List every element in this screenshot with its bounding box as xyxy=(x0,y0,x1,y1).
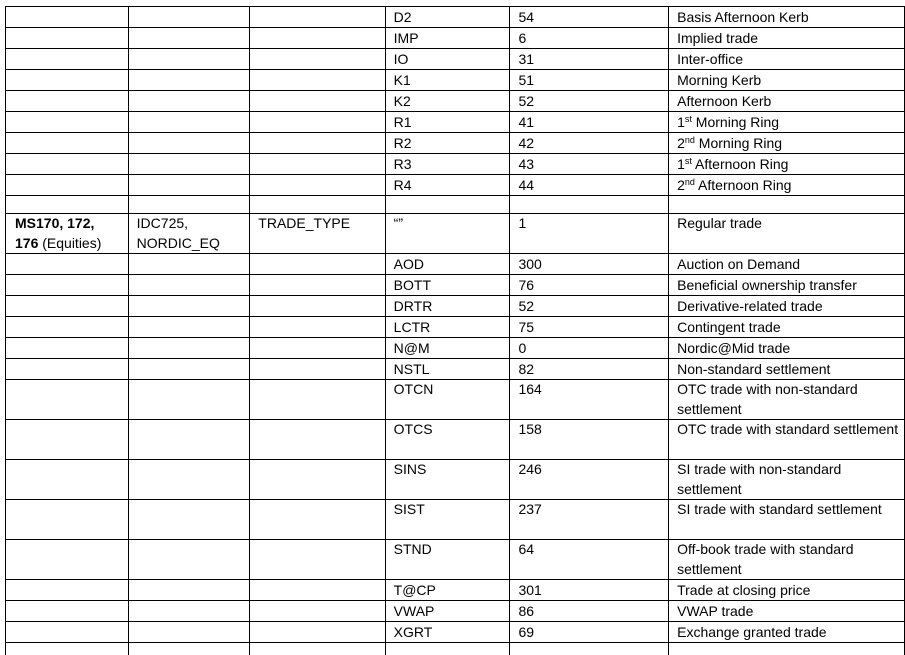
value-cell xyxy=(510,28,669,49)
numeric-value: 76 xyxy=(518,277,535,293)
trade-type-table xyxy=(5,6,905,655)
empty-cell xyxy=(6,154,129,175)
code-cell xyxy=(385,275,510,296)
description-text: VWAP trade xyxy=(677,603,754,619)
empty-cell xyxy=(669,643,905,655)
value-cell xyxy=(510,380,669,420)
empty-cell xyxy=(6,133,129,154)
empty-cell xyxy=(250,296,385,317)
table-row xyxy=(6,500,905,540)
numeric-value: 237 xyxy=(518,501,542,517)
empty-cell xyxy=(250,317,385,338)
empty-cell xyxy=(128,254,250,275)
value-cell xyxy=(510,359,669,380)
code-cell xyxy=(385,154,510,175)
empty-cell xyxy=(250,49,385,70)
description-cell xyxy=(669,420,905,460)
empty-cell xyxy=(250,420,385,460)
empty-cell xyxy=(250,359,385,380)
empty-cell xyxy=(250,500,385,540)
value-cell xyxy=(510,580,669,601)
code-value: K2 xyxy=(393,93,411,109)
empty-cell xyxy=(250,154,385,175)
description-text: Basis Afternoon Kerb xyxy=(677,9,809,25)
numeric-value: 51 xyxy=(518,72,535,88)
code-cell xyxy=(385,7,510,28)
empty-cell xyxy=(250,622,385,643)
description-cell xyxy=(669,28,905,49)
description-text: Non-standard settlement xyxy=(677,361,831,377)
description-text: OTC trade with non-standard settlement xyxy=(677,381,858,417)
description-cell xyxy=(669,154,905,175)
value-cell xyxy=(510,338,669,359)
description-text: Implied trade xyxy=(677,30,759,46)
numeric-value: 164 xyxy=(518,381,542,397)
code-value: R1 xyxy=(393,114,412,130)
description-text: Nordic@Mid trade xyxy=(677,340,791,356)
value-cell xyxy=(510,49,669,70)
empty-cell xyxy=(128,622,250,643)
empty-cell xyxy=(6,500,129,540)
idc-cell xyxy=(128,214,250,254)
empty-cell xyxy=(510,643,669,655)
code-value: SIST xyxy=(393,501,425,517)
empty-cell xyxy=(6,70,129,91)
code-value: IO xyxy=(393,51,409,67)
empty-cell xyxy=(6,196,129,214)
blank-row xyxy=(6,643,905,655)
code-value: STND xyxy=(393,541,432,557)
numeric-value: 31 xyxy=(518,51,535,67)
empty-cell xyxy=(250,7,385,28)
message-cell xyxy=(6,214,129,254)
code-cell xyxy=(385,296,510,317)
description-cell xyxy=(669,338,905,359)
table-row xyxy=(6,254,905,275)
numeric-value: 86 xyxy=(518,603,535,619)
code-cell xyxy=(385,622,510,643)
empty-cell xyxy=(128,7,250,28)
empty-cell xyxy=(6,254,129,275)
empty-cell xyxy=(6,275,129,296)
table-row xyxy=(6,359,905,380)
numeric-value: 44 xyxy=(518,177,535,193)
description-cell xyxy=(669,540,905,580)
empty-cell xyxy=(250,91,385,112)
value-cell xyxy=(510,214,669,254)
empty-cell xyxy=(128,540,250,580)
code-cell xyxy=(385,359,510,380)
empty-cell xyxy=(250,28,385,49)
table-row xyxy=(6,133,905,154)
description-cell xyxy=(669,91,905,112)
value-cell xyxy=(510,317,669,338)
description-cell xyxy=(669,70,905,91)
empty-cell xyxy=(128,70,250,91)
idc-code: IDC725, xyxy=(136,215,189,231)
empty-cell xyxy=(250,601,385,622)
table-row xyxy=(6,601,905,622)
empty-cell xyxy=(385,643,510,655)
description-cell xyxy=(669,133,905,154)
value-cell xyxy=(510,275,669,296)
table-row xyxy=(6,154,905,175)
description-cell xyxy=(669,7,905,28)
code-value: NSTL xyxy=(393,361,430,377)
code-cell xyxy=(385,380,510,420)
description-cell xyxy=(669,175,905,196)
empty-cell xyxy=(6,317,129,338)
description-cell xyxy=(669,214,905,254)
value-cell xyxy=(510,133,669,154)
description-cell xyxy=(669,460,905,500)
description-text: SI trade with standard settlement xyxy=(677,501,882,517)
code-cell xyxy=(385,49,510,70)
empty-cell xyxy=(6,49,129,70)
empty-cell xyxy=(128,296,250,317)
description-cell xyxy=(669,49,905,70)
description-cell xyxy=(669,254,905,275)
value-cell xyxy=(510,460,669,500)
numeric-value: 301 xyxy=(518,582,542,598)
code-cell xyxy=(385,133,510,154)
empty-cell xyxy=(250,380,385,420)
table-row xyxy=(6,49,905,70)
numeric-value: 52 xyxy=(518,298,535,314)
table-row xyxy=(6,622,905,643)
code-value: IMP xyxy=(393,30,419,46)
code-value: VWAP xyxy=(393,603,435,619)
empty-cell xyxy=(128,196,250,214)
description-cell xyxy=(669,112,905,133)
empty-cell xyxy=(6,112,129,133)
code-cell xyxy=(385,338,510,359)
code-value: R3 xyxy=(393,156,412,172)
empty-cell xyxy=(128,380,250,420)
empty-cell xyxy=(250,133,385,154)
code-value: N@M xyxy=(393,340,430,356)
idc-market: NORDIC_EQ xyxy=(136,234,220,251)
empty-cell xyxy=(128,91,250,112)
numeric-value: 69 xyxy=(518,624,535,640)
empty-cell xyxy=(6,175,129,196)
empty-cell xyxy=(250,275,385,296)
description-cell xyxy=(669,580,905,601)
table-row xyxy=(6,580,905,601)
description-cell xyxy=(669,275,905,296)
description-cell xyxy=(669,317,905,338)
empty-cell xyxy=(128,643,250,655)
field-cell xyxy=(250,214,385,254)
code-value: DRTR xyxy=(393,298,433,314)
empty-cell xyxy=(6,580,129,601)
empty-cell xyxy=(128,175,250,196)
numeric-value: 75 xyxy=(518,319,535,335)
empty-cell xyxy=(128,133,250,154)
empty-cell xyxy=(6,7,129,28)
empty-cell xyxy=(250,70,385,91)
ordinal-suffix: st xyxy=(684,114,692,124)
value-cell xyxy=(510,420,669,460)
empty-cell xyxy=(6,338,129,359)
empty-cell xyxy=(128,49,250,70)
description-text: Auction on Demand xyxy=(677,256,801,272)
ordinal-suffix: nd xyxy=(684,177,695,187)
value-cell xyxy=(510,622,669,643)
numeric-value: 64 xyxy=(518,541,535,557)
empty-cell xyxy=(6,28,129,49)
code-value: K1 xyxy=(393,72,411,88)
numeric-value: 0 xyxy=(518,340,527,356)
ordinal-suffix: st xyxy=(684,156,692,166)
empty-cell xyxy=(510,196,669,214)
value-cell xyxy=(510,540,669,580)
empty-cell xyxy=(128,601,250,622)
description-text: Morning Ring xyxy=(691,114,780,130)
message-id-176: 176 xyxy=(15,234,39,251)
table-row xyxy=(6,275,905,296)
code-cell xyxy=(385,500,510,540)
table-row xyxy=(6,91,905,112)
description-text: Afternoon Ring xyxy=(691,156,789,172)
empty-cell xyxy=(250,580,385,601)
empty-cell xyxy=(128,154,250,175)
description-text: Derivative-related trade xyxy=(677,298,823,314)
table-row xyxy=(6,420,905,460)
value-cell xyxy=(510,175,669,196)
empty-cell xyxy=(385,196,510,214)
numeric-value: 300 xyxy=(518,256,542,272)
empty-cell xyxy=(6,91,129,112)
description-text: Contingent trade xyxy=(677,319,781,335)
empty-cell xyxy=(250,643,385,655)
code-cell xyxy=(385,580,510,601)
numeric-value: 41 xyxy=(518,114,535,130)
empty-cell xyxy=(669,196,905,214)
code-cell xyxy=(385,112,510,133)
empty-cell xyxy=(128,317,250,338)
description-cell xyxy=(669,601,905,622)
code-cell xyxy=(385,91,510,112)
value-cell xyxy=(510,154,669,175)
empty-cell xyxy=(250,196,385,214)
code-value: R2 xyxy=(393,135,412,151)
empty-cell xyxy=(6,460,129,500)
description-text: Exchange granted trade xyxy=(677,624,827,640)
value-cell xyxy=(510,70,669,91)
empty-cell xyxy=(128,580,250,601)
description-text: Trade at closing price xyxy=(677,582,811,598)
code-value: T@CP xyxy=(393,582,436,598)
ordinal-number: 2 xyxy=(677,135,685,151)
code-value: XGRT xyxy=(393,624,433,640)
empty-cell xyxy=(128,112,250,133)
empty-cell xyxy=(6,540,129,580)
numeric-value: 52 xyxy=(518,93,535,109)
table-row xyxy=(6,460,905,500)
empty-cell xyxy=(128,500,250,540)
description-cell xyxy=(669,359,905,380)
description-cell xyxy=(669,296,905,317)
description-text: Beneficial ownership transfer xyxy=(677,277,857,293)
message-ids: MS170, 172, xyxy=(15,215,95,231)
empty-cell xyxy=(6,622,129,643)
empty-cell xyxy=(6,420,129,460)
empty-cell xyxy=(250,254,385,275)
code-value: AOD xyxy=(393,256,425,272)
numeric-value: 82 xyxy=(518,361,535,377)
description-text: SI trade with non-standard settlement xyxy=(677,461,842,497)
empty-cell xyxy=(6,359,129,380)
code-cell xyxy=(385,540,510,580)
numeric-value: 6 xyxy=(518,30,527,46)
code-value: SINS xyxy=(393,461,427,477)
code-cell xyxy=(385,254,510,275)
table-row xyxy=(6,175,905,196)
code-value: BOTT xyxy=(393,277,432,293)
ordinal-number: 2 xyxy=(677,177,685,193)
description-cell xyxy=(669,622,905,643)
table-row xyxy=(6,296,905,317)
table-row xyxy=(6,317,905,338)
value-cell xyxy=(510,254,669,275)
empty-cell xyxy=(6,296,129,317)
description-cell xyxy=(669,380,905,420)
table-row xyxy=(6,540,905,580)
code-value: LCTR xyxy=(393,319,431,335)
empty-cell xyxy=(128,28,250,49)
blank-row xyxy=(6,196,905,214)
empty-cell xyxy=(250,540,385,580)
table-row xyxy=(6,380,905,420)
code-value: “” xyxy=(393,215,403,231)
code-cell xyxy=(385,175,510,196)
code-cell xyxy=(385,70,510,91)
code-value: OTCS xyxy=(393,421,433,437)
numeric-value: 158 xyxy=(518,421,542,437)
empty-cell xyxy=(250,460,385,500)
code-value: OTCN xyxy=(393,381,434,397)
description-text: Inter-office xyxy=(677,51,743,67)
empty-cell xyxy=(6,601,129,622)
ordinal-number: 1 xyxy=(677,114,685,130)
empty-cell xyxy=(128,338,250,359)
table-body xyxy=(6,7,905,655)
code-cell xyxy=(385,317,510,338)
ordinal-suffix: nd xyxy=(684,135,695,145)
ordinal-number: 1 xyxy=(677,156,685,172)
code-value: D2 xyxy=(393,9,412,25)
value-cell xyxy=(510,296,669,317)
value-cell xyxy=(510,500,669,540)
value-cell xyxy=(510,91,669,112)
empty-cell xyxy=(128,460,250,500)
table-row xyxy=(6,338,905,359)
description-cell xyxy=(669,500,905,540)
description-text: Morning Ring xyxy=(694,135,783,151)
table-row xyxy=(6,112,905,133)
description-text: OTC trade with standard settlement xyxy=(677,421,899,437)
empty-cell xyxy=(250,112,385,133)
empty-cell xyxy=(128,275,250,296)
message-qualifier: (Equities) xyxy=(38,234,102,251)
empty-cell xyxy=(6,643,129,655)
description-text: Regular trade xyxy=(677,215,762,231)
numeric-value: 43 xyxy=(518,156,535,172)
description-text: Morning Kerb xyxy=(677,72,762,88)
numeric-value: 54 xyxy=(518,9,535,25)
table-row xyxy=(6,70,905,91)
empty-cell xyxy=(250,338,385,359)
numeric-value: 246 xyxy=(518,461,542,477)
code-cell xyxy=(385,460,510,500)
value-cell xyxy=(510,112,669,133)
numeric-value: 42 xyxy=(518,135,535,151)
description-text: Afternoon Ring xyxy=(694,177,792,193)
empty-cell xyxy=(6,380,129,420)
value-cell xyxy=(510,601,669,622)
empty-cell xyxy=(128,420,250,460)
field-name: TRADE_TYPE xyxy=(258,215,351,231)
numeric-value: 1 xyxy=(518,215,527,231)
code-cell xyxy=(385,420,510,460)
empty-cell xyxy=(128,359,250,380)
code-value: R4 xyxy=(393,177,412,193)
code-cell xyxy=(385,601,510,622)
code-cell xyxy=(385,214,510,254)
group-header-row xyxy=(6,214,905,254)
table-row xyxy=(6,7,905,28)
code-cell xyxy=(385,28,510,49)
value-cell xyxy=(510,7,669,28)
empty-cell xyxy=(250,175,385,196)
description-text: Off-book trade with standard settlement xyxy=(677,541,854,577)
table-row xyxy=(6,28,905,49)
description-text: Afternoon Kerb xyxy=(677,93,772,109)
